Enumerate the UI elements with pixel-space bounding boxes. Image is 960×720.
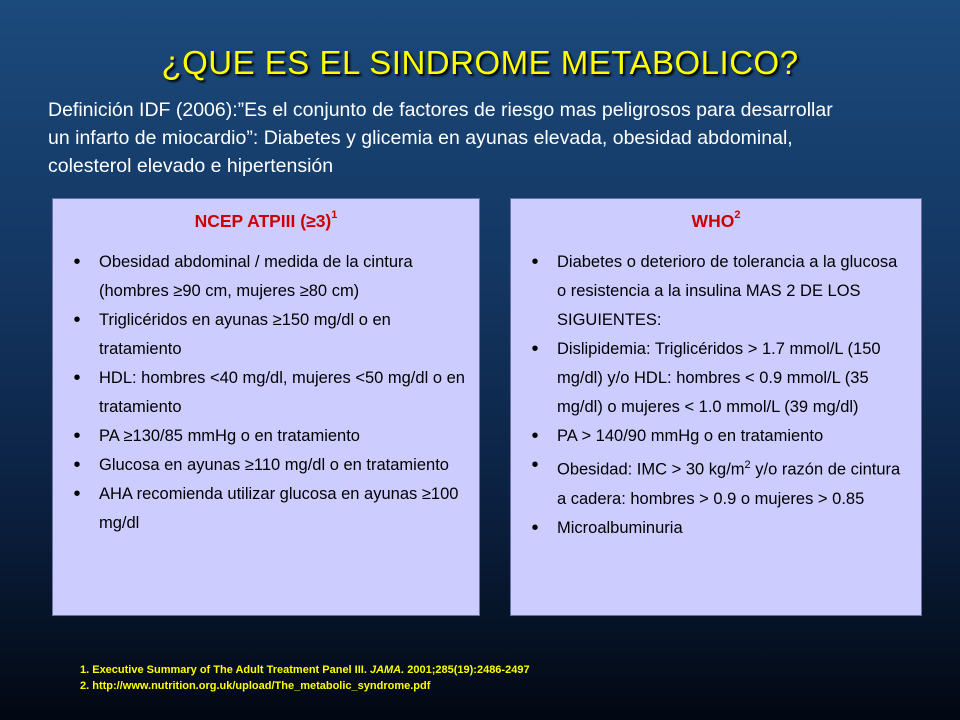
footnotes [80, 662, 530, 694]
bullet-icon [65, 364, 89, 394]
ncep-criteria-panel [52, 198, 480, 616]
who-criteria-panel [510, 198, 922, 616]
bullet-icon [523, 514, 547, 544]
who-panel-title [511, 211, 921, 232]
bullet-icon [65, 248, 89, 278]
list-item: • PA > 140/90 mmHg o en tratamiento [523, 422, 911, 451]
list-item: • Obesidad abdominal / medida de la cintura (hombres ≥90 cm, mujeres ≥80 cm) [65, 248, 469, 306]
list-item: • PA ≥130/85 mmHg o en tratamiento [65, 422, 469, 451]
footnote-1: 1. Executive Summary of The Adult Treatment Panel III. JAMA. 2001;285(19):2486-2497 [80, 664, 530, 676]
footnote-2: 2. http://www.nutrition.org.uk/upload/The_metabolic_syndrome.pdf [80, 680, 431, 692]
ncep-criteria-list [53, 248, 479, 538]
ncep-title-text: NCEP ATPIII (≥3) [194, 211, 332, 231]
bullet-icon [523, 335, 547, 365]
list-item: • Dislipidemia: Triglicéridos > 1.7 mmol/L (150 mg/dl) y/o HDL: hombres < 0.9 mmol/L (35 mg/dl) o mujeres < 1.0 mmol/L (39 mg/dl) [523, 335, 911, 422]
list-item: • HDL: hombres <40 mg/dl, mujeres <50 mg/dl o en tratamiento [65, 364, 469, 422]
bullet-icon [65, 480, 89, 510]
list-item: • Diabetes o deterioro de tolerancia a la glucosa o resistencia a la insulina MAS 2 DE LOS SIGUIENTES: [523, 248, 911, 335]
slide-title: ¿QUE ES EL SINDROME METABOLICO? [161, 44, 799, 81]
who-criteria-list [511, 248, 921, 543]
bullet-icon [523, 451, 547, 481]
list-item: • Triglicéridos en ayunas ≥150 mg/dl o en tratamiento [65, 306, 469, 364]
bullet-icon [65, 451, 89, 481]
list-item: • Glucosa en ayunas ≥110 mg/dl o en tratamiento [65, 451, 469, 480]
bullet-icon [65, 306, 89, 336]
ncep-ref-marker: 1 [331, 209, 338, 222]
bullet-icon [65, 422, 89, 452]
definition-text: Definición IDF (2006):”Es el conjunto de factores de riesgo mas peligrosos para desarrollar un infarto de miocardio”: Diabetes y glicemia en ayunas elevada, obesidad abdominal, colesterol elevado e hipertensión [48, 99, 833, 177]
list-item: • Microalbuminuria [523, 514, 911, 543]
list-item: • AHA recomienda utilizar glucosa en ayunas ≥100 mg/dl [65, 480, 469, 538]
ncep-panel-title [53, 211, 479, 232]
who-ref-marker: 2 [734, 209, 741, 222]
list-item: • Obesidad: IMC > 30 $kg/m^2$ y/o razón de cintura a cadera: hombres > 0.9 o mujeres > 0.85 [523, 451, 911, 514]
bullet-icon [523, 422, 547, 452]
bullet-icon [523, 248, 547, 278]
who-title-text: WHO [691, 211, 735, 231]
